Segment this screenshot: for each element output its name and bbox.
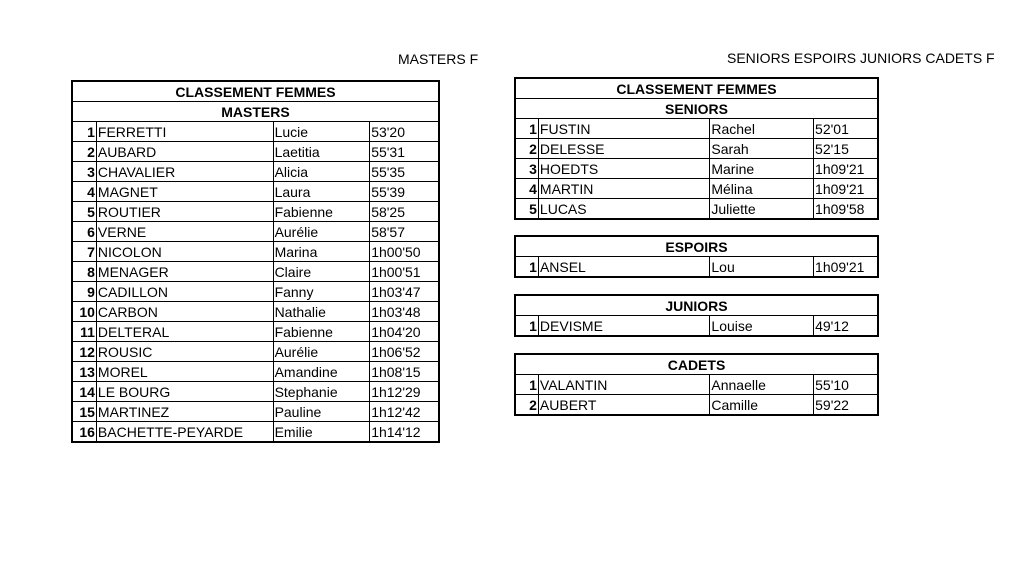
last-name-cell: MENAGER bbox=[96, 262, 273, 282]
table-row bbox=[73, 322, 439, 342]
category-row bbox=[516, 355, 878, 375]
last-name-cell: MARTIN bbox=[538, 179, 709, 199]
table-title: CLASSEMENT FEMMES bbox=[73, 82, 439, 102]
rank-cell: 1 bbox=[516, 316, 539, 336]
time-cell: 55'35 bbox=[370, 162, 439, 182]
rank-cell: 10 bbox=[73, 302, 97, 322]
first-name-cell: Juliette bbox=[710, 199, 814, 219]
last-name-cell: MARTINEZ bbox=[96, 402, 273, 422]
rank-cell: 1 bbox=[516, 257, 539, 277]
table-row bbox=[73, 202, 439, 222]
last-name-cell: DELESSE bbox=[538, 139, 709, 159]
table-title: CLASSEMENT FEMMES bbox=[516, 79, 878, 99]
table-title-row bbox=[73, 82, 439, 102]
table-row bbox=[516, 139, 878, 159]
last-name-cell: BACHETTE-PEYARDE bbox=[96, 422, 273, 442]
last-name-cell: ROUTIER bbox=[96, 202, 273, 222]
category-heading: CADETS bbox=[516, 355, 878, 375]
rank-cell: 13 bbox=[73, 362, 97, 382]
table-row bbox=[73, 382, 439, 402]
table-row bbox=[73, 122, 439, 142]
rank-cell: 2 bbox=[516, 395, 539, 415]
first-name-cell: Lucie bbox=[273, 122, 370, 142]
time-cell: 1h12'29 bbox=[370, 382, 439, 402]
espoirs-ranking-table bbox=[515, 236, 878, 277]
time-cell: 52'15 bbox=[814, 139, 878, 159]
time-cell: 55'10 bbox=[814, 375, 878, 395]
first-name-cell: Emilie bbox=[273, 422, 370, 442]
table-row bbox=[73, 402, 439, 422]
table-row bbox=[73, 142, 439, 162]
first-name-cell: Laetitia bbox=[273, 142, 370, 162]
table-row bbox=[516, 257, 878, 277]
last-name-cell: AUBARD bbox=[96, 142, 273, 162]
category-heading: MASTERS bbox=[73, 102, 439, 122]
time-cell: 55'31 bbox=[370, 142, 439, 162]
time-cell: 59'22 bbox=[814, 395, 878, 415]
time-cell: 1h09'21 bbox=[814, 159, 878, 179]
last-name-cell: CHAVALIER bbox=[96, 162, 273, 182]
table-row bbox=[516, 119, 878, 139]
first-name-cell: Aurélie bbox=[273, 342, 370, 362]
last-name-cell: NICOLON bbox=[96, 242, 273, 262]
time-cell: 1h12'42 bbox=[370, 402, 439, 422]
rank-cell: 15 bbox=[73, 402, 97, 422]
first-name-cell: Nathalie bbox=[273, 302, 370, 322]
rank-cell: 2 bbox=[516, 139, 539, 159]
table-row bbox=[73, 162, 439, 182]
first-name-cell: Fabienne bbox=[273, 202, 370, 222]
first-name-cell: Marine bbox=[710, 159, 814, 179]
first-name-cell: Alicia bbox=[273, 162, 370, 182]
rank-cell: 1 bbox=[516, 375, 539, 395]
first-name-cell: Louise bbox=[710, 316, 814, 336]
table-row bbox=[516, 375, 878, 395]
last-name-cell: LE BOURG bbox=[96, 382, 273, 402]
category-heading: SENIORS bbox=[516, 99, 878, 119]
first-name-cell: Aurélie bbox=[273, 222, 370, 242]
time-cell: 1h03'48 bbox=[370, 302, 439, 322]
first-name-cell: Sarah bbox=[710, 139, 814, 159]
time-cell: 1h09'21 bbox=[814, 179, 878, 199]
table-row bbox=[73, 362, 439, 382]
rank-cell: 5 bbox=[516, 199, 539, 219]
first-name-cell: Rachel bbox=[710, 119, 814, 139]
first-name-cell: Pauline bbox=[273, 402, 370, 422]
last-name-cell: MAGNET bbox=[96, 182, 273, 202]
table-row bbox=[73, 342, 439, 362]
last-name-cell: VERNE bbox=[96, 222, 273, 242]
rank-cell: 9 bbox=[73, 282, 97, 302]
time-cell: 1h08'15 bbox=[370, 362, 439, 382]
first-name-cell: Laura bbox=[273, 182, 370, 202]
last-name-cell: LUCAS bbox=[538, 199, 709, 219]
first-name-cell: Fanny bbox=[273, 282, 370, 302]
category-row bbox=[516, 296, 878, 316]
rank-cell: 16 bbox=[73, 422, 97, 442]
category-heading: ESPOIRS bbox=[516, 237, 878, 257]
last-name-cell: MOREL bbox=[96, 362, 273, 382]
time-cell: 53'20 bbox=[370, 122, 439, 142]
time-cell: 1h09'21 bbox=[814, 257, 878, 277]
time-cell: 1h04'20 bbox=[370, 322, 439, 342]
first-name-cell: Claire bbox=[273, 262, 370, 282]
rank-cell: 14 bbox=[73, 382, 97, 402]
time-cell: 1h09'58 bbox=[814, 199, 878, 219]
caption-categories: SENIORS ESPOIRS JUNIORS CADETS F bbox=[727, 50, 995, 66]
category-heading: JUNIORS bbox=[516, 296, 878, 316]
last-name-cell: AUBERT bbox=[538, 395, 709, 415]
first-name-cell: Camille bbox=[710, 395, 814, 415]
time-cell: 1h00'51 bbox=[370, 262, 439, 282]
rank-cell: 4 bbox=[73, 182, 97, 202]
time-cell: 1h14'12 bbox=[370, 422, 439, 442]
table-row bbox=[516, 395, 878, 415]
caption-masters-f: MASTERS F bbox=[398, 51, 479, 67]
rank-cell: 8 bbox=[73, 262, 97, 282]
category-row bbox=[516, 237, 878, 257]
first-name-cell: Annaelle bbox=[710, 375, 814, 395]
first-name-cell: Lou bbox=[710, 257, 814, 277]
last-name-cell: DELTERAL bbox=[96, 322, 273, 342]
time-cell: 49'12 bbox=[814, 316, 878, 336]
rank-cell: 7 bbox=[73, 242, 97, 262]
last-name-cell: HOEDTS bbox=[538, 159, 709, 179]
first-name-cell: Marina bbox=[273, 242, 370, 262]
juniors-ranking-table bbox=[515, 295, 878, 336]
table-row bbox=[516, 179, 878, 199]
table-row bbox=[73, 302, 439, 322]
last-name-cell: FERRETTI bbox=[96, 122, 273, 142]
rank-cell: 5 bbox=[73, 202, 97, 222]
first-name-cell: Stephanie bbox=[273, 382, 370, 402]
category-row bbox=[516, 99, 878, 119]
rank-cell: 11 bbox=[73, 322, 97, 342]
table-row bbox=[73, 222, 439, 242]
table-title-row bbox=[516, 79, 878, 99]
rank-cell: 3 bbox=[73, 162, 97, 182]
table-row bbox=[73, 282, 439, 302]
rank-cell: 3 bbox=[516, 159, 539, 179]
first-name-cell: Amandine bbox=[273, 362, 370, 382]
time-cell: 1h03'47 bbox=[370, 282, 439, 302]
last-name-cell: FUSTIN bbox=[538, 119, 709, 139]
rank-cell: 6 bbox=[73, 222, 97, 242]
category-row bbox=[73, 102, 439, 122]
last-name-cell: VALANTIN bbox=[538, 375, 709, 395]
first-name-cell: Fabienne bbox=[273, 322, 370, 342]
rank-cell: 4 bbox=[516, 179, 539, 199]
cadets-ranking-table bbox=[515, 354, 878, 415]
table-row bbox=[73, 242, 439, 262]
table-row bbox=[73, 262, 439, 282]
seniors-ranking-table bbox=[515, 78, 878, 219]
rank-cell: 1 bbox=[73, 122, 97, 142]
last-name-cell: CARBON bbox=[96, 302, 273, 322]
last-name-cell: ANSEL bbox=[538, 257, 709, 277]
table-row bbox=[73, 182, 439, 202]
time-cell: 58'25 bbox=[370, 202, 439, 222]
last-name-cell: CADILLON bbox=[96, 282, 273, 302]
table-row bbox=[516, 316, 878, 336]
rank-cell: 12 bbox=[73, 342, 97, 362]
time-cell: 1h00'50 bbox=[370, 242, 439, 262]
table-row bbox=[516, 159, 878, 179]
last-name-cell: DEVISME bbox=[538, 316, 709, 336]
last-name-cell: ROUSIC bbox=[96, 342, 273, 362]
time-cell: 58'57 bbox=[370, 222, 439, 242]
rank-cell: 2 bbox=[73, 142, 97, 162]
time-cell: 55'39 bbox=[370, 182, 439, 202]
time-cell: 52'01 bbox=[814, 119, 878, 139]
table-row bbox=[73, 422, 439, 442]
first-name-cell: Mélina bbox=[710, 179, 814, 199]
rank-cell: 1 bbox=[516, 119, 539, 139]
masters-ranking-table bbox=[72, 81, 439, 442]
time-cell: 1h06'52 bbox=[370, 342, 439, 362]
table-row bbox=[516, 199, 878, 219]
